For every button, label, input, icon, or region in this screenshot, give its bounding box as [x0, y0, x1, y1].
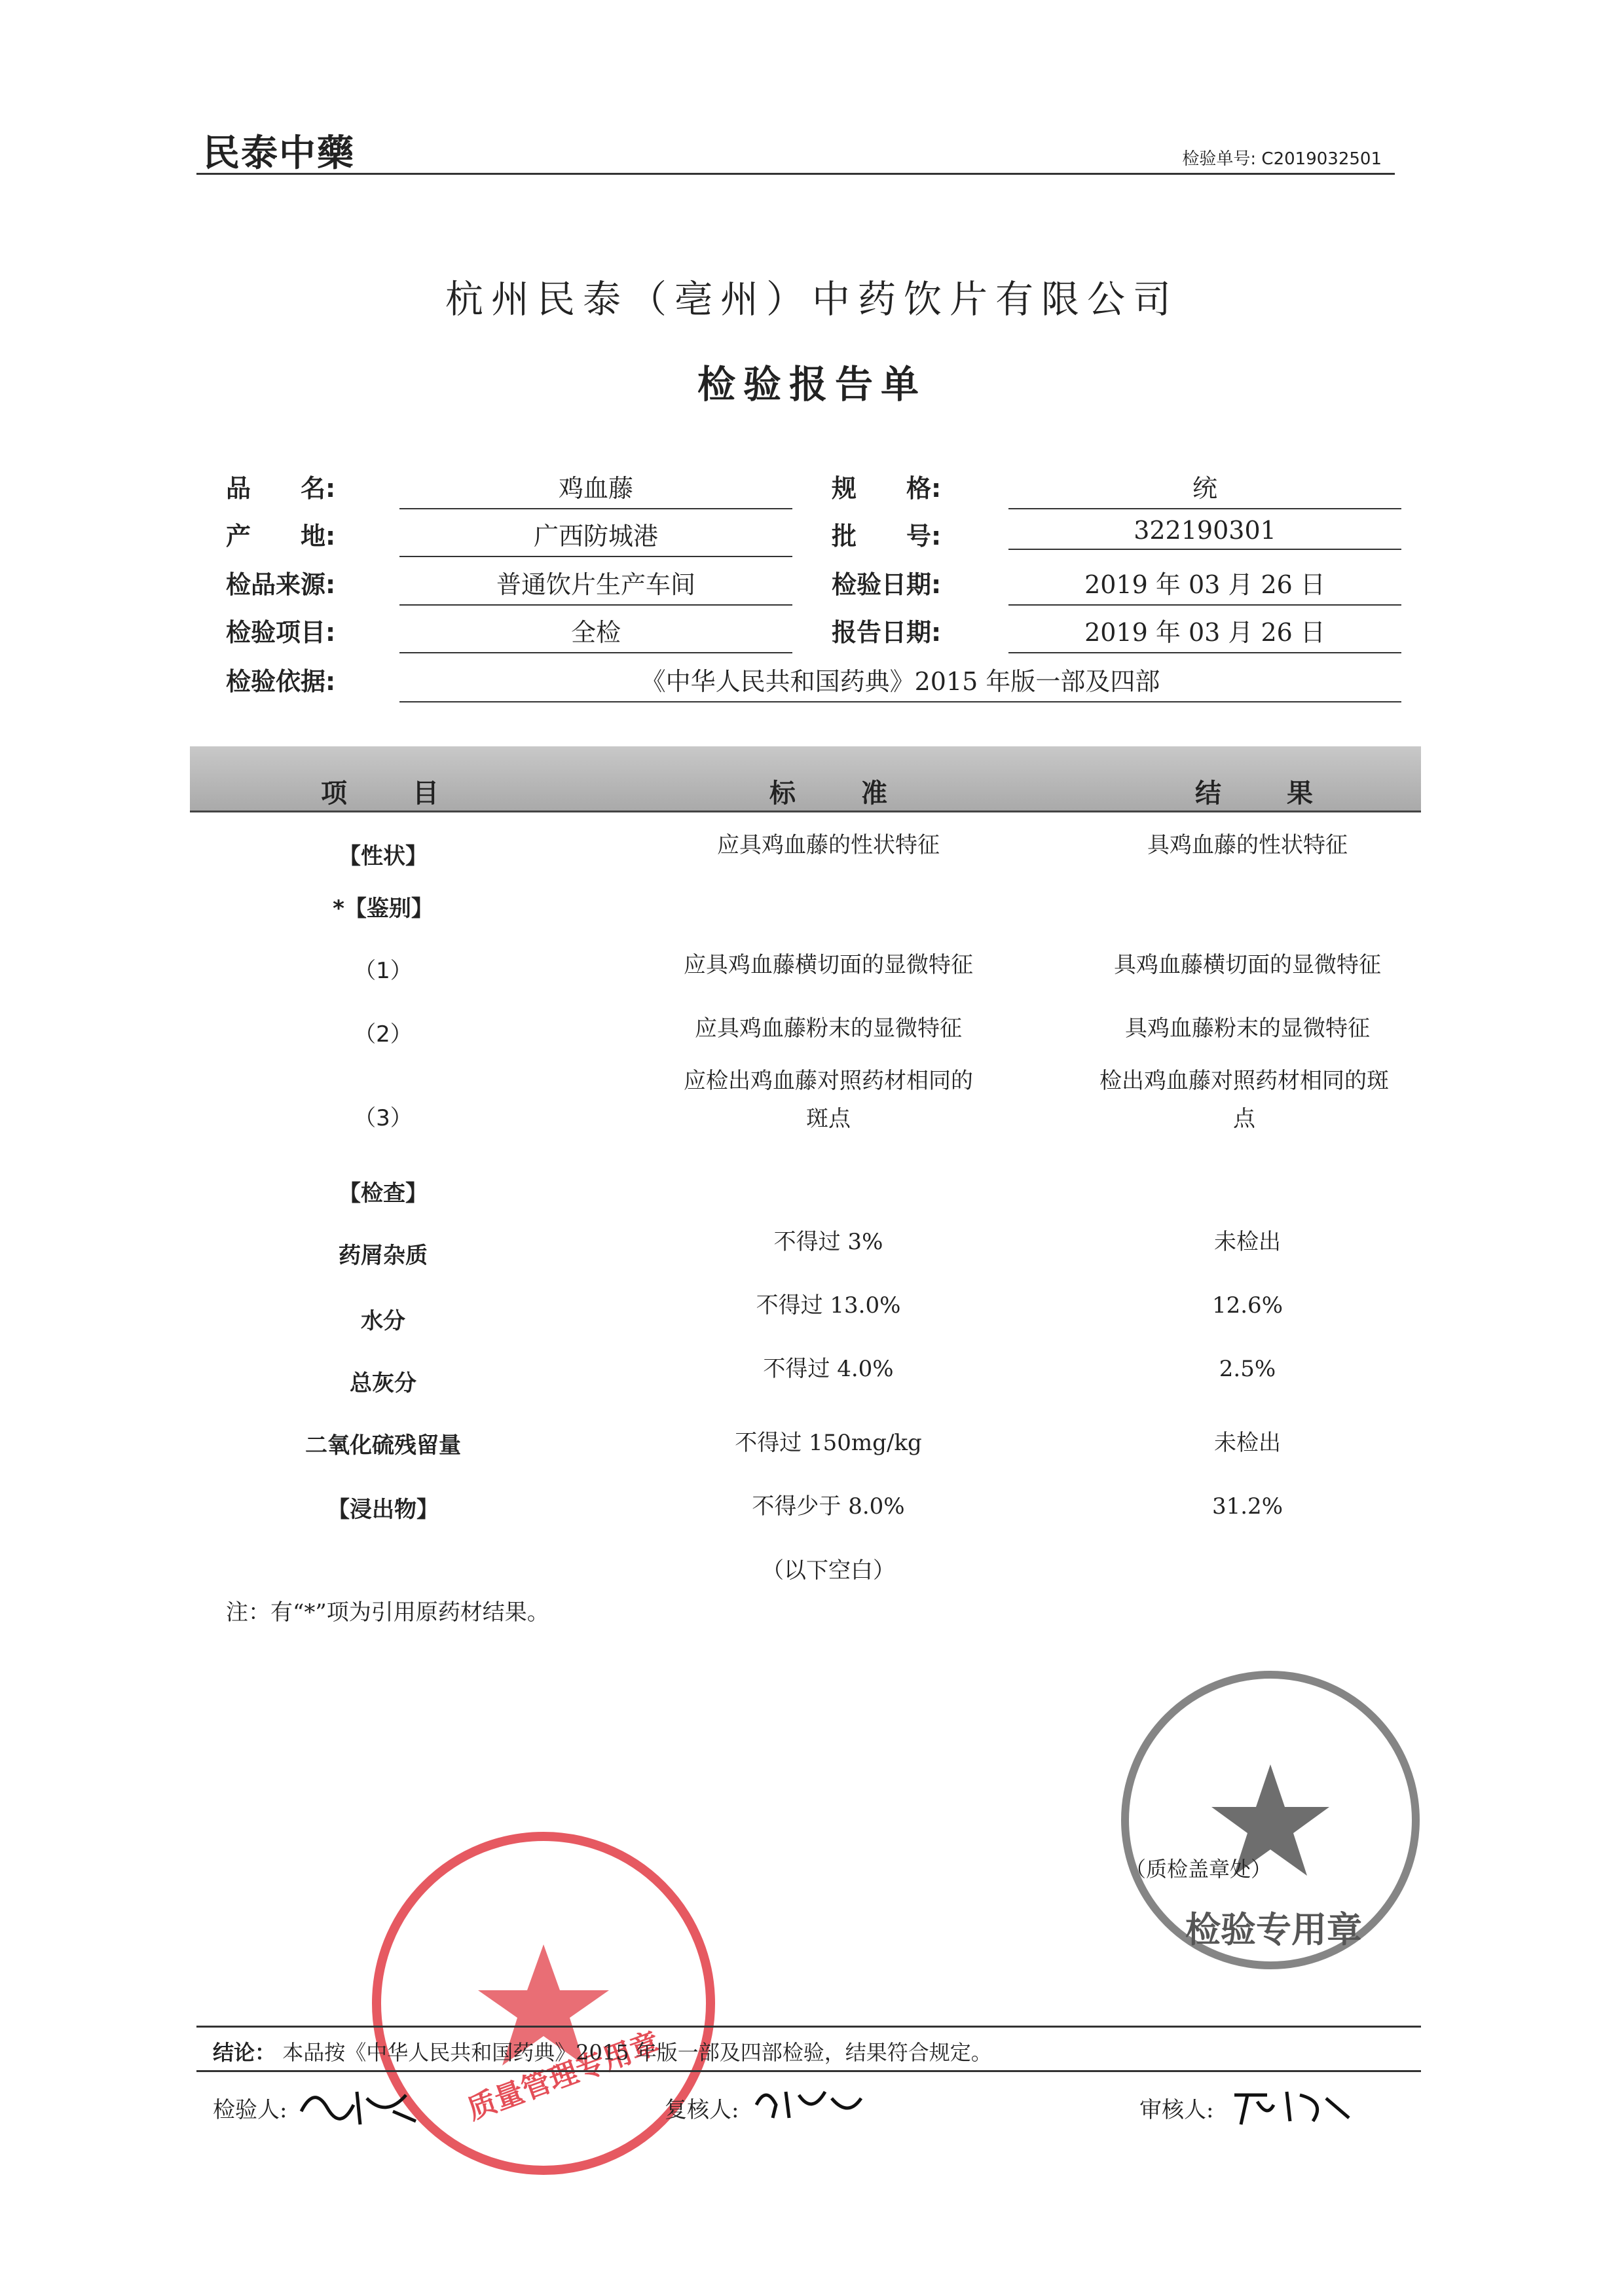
row-item: 总灰分 [350, 1370, 416, 1396]
reviewer-signature [750, 2079, 868, 2127]
row-result: 31.2% [1211, 1493, 1283, 1520]
row-standard: 不得过 4.0% [763, 1356, 894, 1382]
row-item: 二氧化硫残留量 [305, 1432, 461, 1459]
row-result: 12.6% [1211, 1292, 1283, 1319]
report-title: 检验报告单 [697, 362, 927, 407]
row-item: （3） [354, 1105, 413, 1131]
source-label: 检品来源: [226, 570, 336, 599]
row-item: *【鉴别】 [333, 896, 434, 922]
product-name-value: 鸡血藤 [399, 468, 792, 509]
row-result: 未检出 [1214, 1430, 1281, 1456]
origin-value: 广西防城港 [399, 516, 792, 557]
row-standard: 应检出鸡血藤对照药材相同的斑点 [684, 1068, 973, 1132]
stamp-left-label: 质量管理专用章 [463, 2026, 664, 2126]
report-date-value: 2019 年 03 月 26 日 [1008, 612, 1401, 653]
company-logo: 民泰中藥 [203, 132, 355, 175]
row-item: 【性状】 [339, 843, 428, 869]
blank-note: （以下空白） [762, 1558, 895, 1584]
reviewer-label: 复核人: [665, 2097, 739, 2123]
conclusion-label: 结论： [213, 2040, 276, 2065]
approver-signature-stroke [1228, 2082, 1359, 2128]
inspector-signature [295, 2079, 426, 2134]
item-label: 检验项目: [226, 618, 336, 647]
approver-label: 审核人: [1139, 2097, 1214, 2123]
inspection-number-label: 检验单号: [1182, 149, 1257, 169]
row-item: （1） [354, 958, 413, 984]
row-item: 【浸出物】 [327, 1497, 439, 1523]
qc-area-label: （质检盖章处） [1125, 1857, 1272, 1882]
inspection-number-value: C2019032501 [1261, 149, 1382, 169]
row-result: 检出鸡血藤对照药材相同的斑点 [1099, 1068, 1389, 1132]
row-item: 药屑杂质 [339, 1243, 428, 1269]
row-item: 【检查】 [339, 1180, 428, 1207]
origin-label: 产 地: [226, 522, 336, 551]
row-standard: 不得过 13.0% [756, 1292, 901, 1319]
reviewer-signature-stroke [750, 2079, 868, 2124]
row-item: （2） [354, 1021, 413, 1048]
batch-value: 322190301 [1008, 516, 1401, 550]
test-date-value: 2019 年 03 月 26 日 [1008, 564, 1401, 606]
approver-signature [1228, 2082, 1359, 2130]
company-title: 杭州民泰（亳州）中药饮片有限公司 [445, 277, 1179, 321]
spec-value: 统 [1008, 468, 1401, 509]
product-name-label: 品 名: [226, 474, 336, 503]
test-date-label: 检验日期: [832, 570, 942, 599]
row-standard: 应具鸡血藤横切面的显微特征 [684, 952, 973, 978]
row-standard: 应具鸡血藤的性状特征 [717, 832, 940, 858]
row-standard: 应具鸡血藤粉末的显微特征 [695, 1015, 962, 1042]
source-value: 普通饮片生产车间 [399, 564, 792, 606]
row-standard: 不得过 3% [773, 1229, 883, 1255]
report-date-label: 报告日期: [832, 618, 942, 647]
basis-value: 《中华人民共和国药典》2015 年版一部及四部 [399, 661, 1401, 702]
row-result: 未检出 [1214, 1229, 1281, 1255]
row-item: 水分 [361, 1308, 405, 1334]
conclusion-text: 本品按《中华人民共和国药典》2015 年版一部及四部检验，结果符合规定。 [282, 2040, 992, 2065]
batch-label: 批 号: [832, 522, 942, 551]
footnote: 注：有“*”项为引用原药材结果。 [226, 1599, 549, 1626]
row-result: 具鸡血藤粉末的显微特征 [1125, 1015, 1370, 1042]
row-result: 2.5% [1219, 1356, 1276, 1382]
header-result: 结 果 [1195, 778, 1333, 809]
conclusion [213, 2036, 992, 2066]
table-header-rule [190, 811, 1421, 812]
row-standard: 不得过 150mg/kg [735, 1430, 922, 1456]
header-standard: 标 准 [769, 778, 907, 809]
item-value: 全检 [399, 612, 792, 653]
header-item: 项 目 [321, 778, 458, 809]
conclusion-bottom-rule [196, 2070, 1421, 2072]
inspector-label: 检验人: [213, 2097, 287, 2123]
row-standard: 不得少于 8.0% [752, 1493, 905, 1520]
spec-label: 规 格: [832, 474, 942, 503]
header-rule [196, 173, 1395, 175]
basis-label: 检验依据: [226, 667, 336, 696]
inspector-signature-stroke [295, 2079, 426, 2131]
stamp-right-label: 检验专用章 [1185, 1908, 1362, 1950]
row-result: 具鸡血藤横切面的显微特征 [1114, 952, 1381, 978]
row-result: 具鸡血藤的性状特征 [1147, 832, 1348, 858]
conclusion-top-rule [196, 2026, 1421, 2028]
inspection-number [1182, 145, 1382, 170]
